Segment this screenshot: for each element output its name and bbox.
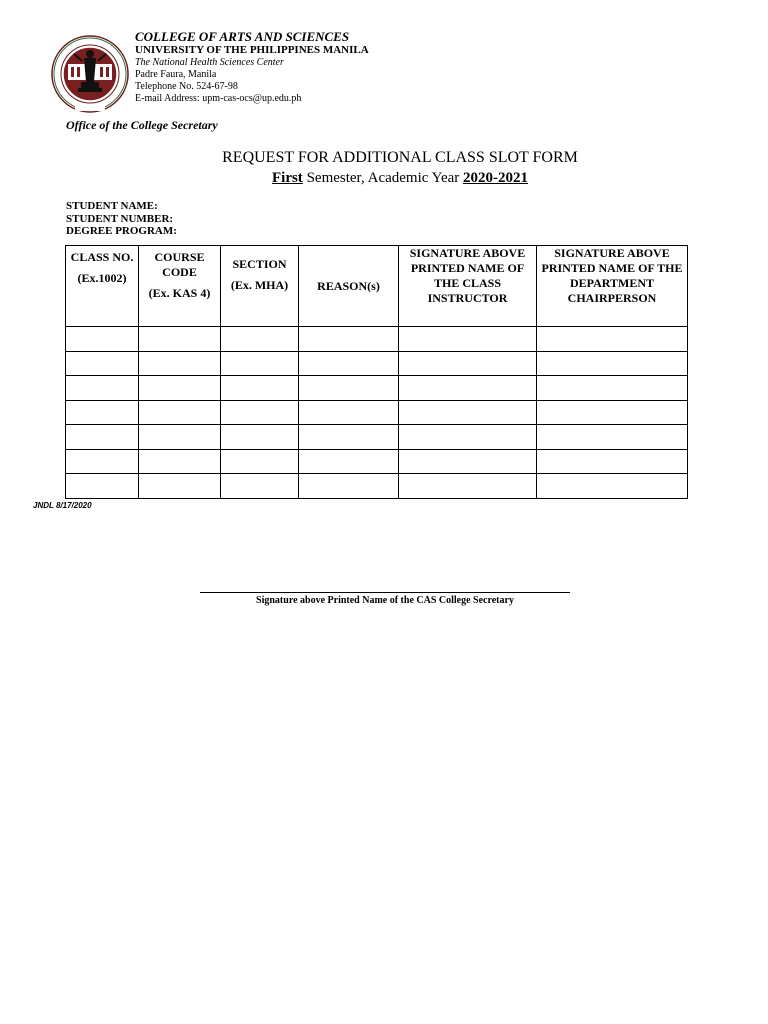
table-cell[interactable] [66, 327, 139, 352]
degree-program-field[interactable]: DEGREE PROGRAM: [66, 225, 177, 237]
header-example: (Ex.1002) [77, 271, 127, 285]
header-label: SIGNATURE ABOVE PRINTED NAME OF THE DEPARTMENT CHAIRPERSON [541, 246, 683, 305]
table-cell[interactable] [399, 474, 537, 499]
table-row [66, 351, 688, 376]
semester: First [271, 170, 303, 186]
table-cell[interactable] [399, 351, 537, 376]
table-row [66, 376, 688, 401]
header-reason [299, 246, 399, 327]
table-cell[interactable] [299, 351, 399, 376]
table-cell[interactable] [66, 351, 139, 376]
table-cell[interactable] [221, 376, 299, 401]
header-chairperson-signature [537, 246, 688, 327]
signature-caption: Signature above Printed Name of the CAS College Secretary [256, 595, 514, 606]
table-cell[interactable] [139, 425, 221, 450]
header-course-code [139, 246, 221, 327]
header-label: COURSE CODE [154, 250, 205, 279]
center-name: The National Health Sciences Center [135, 57, 284, 68]
table-row [66, 400, 688, 425]
table-cell[interactable] [399, 449, 537, 474]
university-seal-icon [50, 34, 130, 114]
table-cell[interactable] [537, 376, 688, 401]
form-subtitle [0, 170, 768, 187]
academic-year: 2020-2021 [463, 170, 529, 186]
table-cell[interactable] [139, 474, 221, 499]
table-cell[interactable] [299, 327, 399, 352]
form-title: REQUEST FOR ADDITIONAL CLASS SLOT FORM [222, 149, 578, 166]
table-cell[interactable] [299, 376, 399, 401]
table-cell[interactable] [221, 449, 299, 474]
table-body [66, 327, 688, 499]
table-cell[interactable] [66, 474, 139, 499]
header-section [221, 246, 299, 327]
header-example: (Ex. MHA) [230, 278, 289, 292]
student-number-field[interactable]: STUDENT NUMBER: [66, 212, 174, 225]
header-label: CLASS NO. [70, 250, 134, 264]
form-code: JNDL 8/17/2020 [33, 501, 92, 510]
header-example: (Ex. KAS 4) [148, 286, 211, 300]
table-cell[interactable] [299, 474, 399, 499]
table-cell[interactable] [221, 474, 299, 499]
table-cell[interactable] [221, 400, 299, 425]
header-label: REASON(s) [317, 278, 380, 293]
subtitle-middle: Semester, Academic Year [302, 170, 464, 186]
table-row [66, 327, 688, 352]
table-cell[interactable] [221, 425, 299, 450]
header-label: SECTION [232, 257, 287, 271]
table-row [66, 449, 688, 474]
address: Padre Faura, Manila [135, 69, 217, 80]
table-cell[interactable] [299, 400, 399, 425]
student-name-field[interactable]: STUDENT NAME: [66, 200, 158, 212]
header-class-no [66, 246, 139, 327]
table-cell[interactable] [299, 425, 399, 450]
office-name: Office of the College Secretary [66, 118, 218, 132]
table-cell[interactable] [139, 351, 221, 376]
table-cell[interactable] [66, 376, 139, 401]
table-cell[interactable] [139, 376, 221, 401]
table-cell[interactable] [221, 351, 299, 376]
header-label: SIGNATURE ABOVE PRINTED NAME OF THE CLASS INSTRUCTOR [409, 246, 526, 305]
table-cell[interactable] [399, 425, 537, 450]
email-address: E-mail Address: upm-cas-ocs@up.edu.ph [135, 93, 302, 104]
telephone: Telephone No. 524-67-98 [135, 81, 238, 92]
student-info [66, 200, 177, 238]
table-cell[interactable] [537, 400, 688, 425]
table-cell[interactable] [537, 351, 688, 376]
table-cell[interactable] [537, 425, 688, 450]
class-slot-table [65, 245, 688, 499]
table-cell[interactable] [66, 400, 139, 425]
table-cell[interactable] [537, 327, 688, 352]
table-cell[interactable] [399, 400, 537, 425]
table-cell[interactable] [399, 376, 537, 401]
table-cell[interactable] [537, 474, 688, 499]
table-cell[interactable] [399, 327, 537, 352]
university-name: UNIVERSITY OF THE PHILIPPINES MANILA [135, 44, 369, 56]
college-name: COLLEGE OF ARTS AND SCIENCES [135, 29, 350, 44]
signature-line [200, 592, 570, 593]
table-cell[interactable] [299, 449, 399, 474]
letterhead [50, 30, 450, 115]
table-row [66, 425, 688, 450]
table-cell[interactable] [66, 449, 139, 474]
table-cell[interactable] [66, 425, 139, 450]
table-cell[interactable] [139, 327, 221, 352]
header-instructor-signature [399, 246, 537, 327]
table-cell[interactable] [221, 327, 299, 352]
table-cell[interactable] [537, 449, 688, 474]
table-cell[interactable] [139, 400, 221, 425]
table-cell[interactable] [139, 449, 221, 474]
table-row [66, 474, 688, 499]
table-header-row [66, 246, 688, 327]
